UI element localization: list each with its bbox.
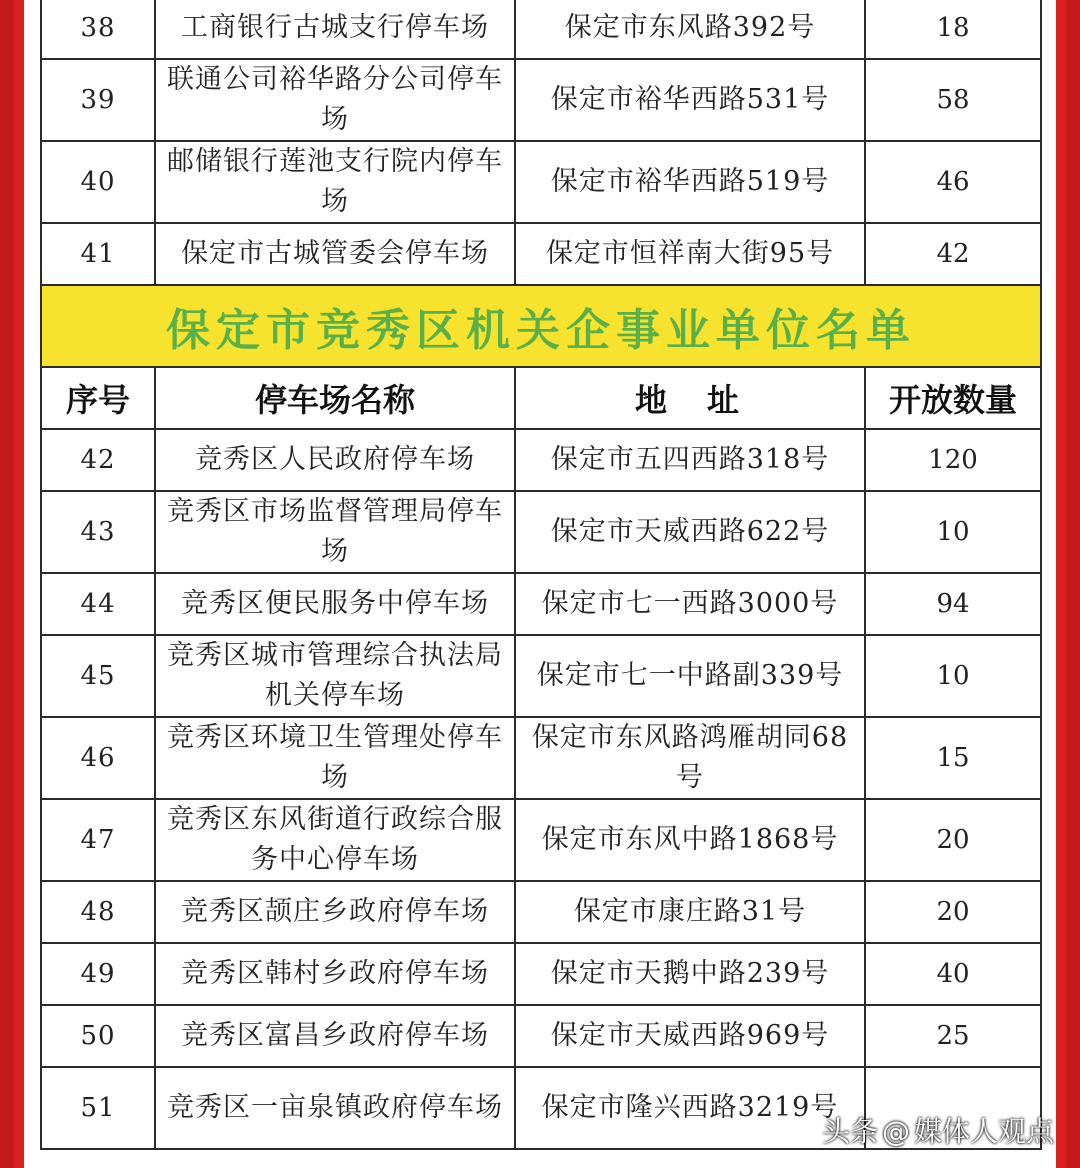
parking-address: 保定市裕华西路519号 — [515, 141, 865, 223]
row-number: 41 — [41, 223, 155, 285]
row-number: 46 — [41, 717, 155, 799]
parking-address: 保定市恒祥南大街95号 — [515, 223, 865, 285]
table-row — [41, 635, 1041, 717]
parking-name: 竞秀区人民政府停车场 — [155, 429, 515, 491]
table-row — [41, 491, 1041, 573]
open-count: 20 — [865, 881, 1041, 943]
open-count: 40 — [865, 943, 1041, 1005]
row-number: 40 — [41, 141, 155, 223]
parking-address: 保定市天威西路969号 — [515, 1005, 865, 1067]
row-number: 48 — [41, 881, 155, 943]
parking-address: 保定市裕华西路531号 — [515, 59, 865, 141]
right-red-border — [1066, 0, 1080, 1168]
parking-address: 保定市天鹅中路239号 — [515, 943, 865, 1005]
parking-name: 竞秀区便民服务中停车场 — [155, 573, 515, 635]
row-number: 38 — [41, 0, 155, 59]
parking-name: 竞秀区韩村乡政府停车场 — [155, 943, 515, 1005]
header-address: 地址 — [515, 367, 865, 429]
parking-lot-table — [40, 0, 1042, 1150]
parking-address: 保定市东风路392号 — [515, 0, 865, 59]
row-number: 51 — [41, 1067, 155, 1149]
open-count: 42 — [865, 223, 1041, 285]
table-row — [41, 573, 1041, 635]
row-number: 49 — [41, 943, 155, 1005]
watermark-at: @ — [881, 1115, 910, 1148]
row-number: 45 — [41, 635, 155, 717]
open-count: 58 — [865, 59, 1041, 141]
table-row — [41, 717, 1041, 799]
table-row — [41, 799, 1041, 881]
open-count: 25 — [865, 1005, 1041, 1067]
table-header — [41, 367, 1041, 429]
row-number: 44 — [41, 573, 155, 635]
parking-name: 竞秀区市场监督管理局停车场 — [155, 491, 515, 573]
table-row — [41, 881, 1041, 943]
table-row — [41, 0, 1041, 59]
row-number: 43 — [41, 491, 155, 573]
row-number: 50 — [41, 1005, 155, 1067]
row-number: 42 — [41, 429, 155, 491]
parking-address: 保定市隆兴西路3219号 — [515, 1067, 865, 1149]
table-row — [41, 223, 1041, 285]
parking-name: 竞秀区环境卫生管理处停车场 — [155, 717, 515, 799]
watermark-prefix: 头条 — [821, 1115, 878, 1148]
table-row — [41, 59, 1041, 141]
open-count: 10 — [865, 635, 1041, 717]
parking-name: 工商银行古城支行停车场 — [155, 0, 515, 59]
parking-name: 竞秀区一亩泉镇政府停车场 — [155, 1067, 515, 1149]
parking-address: 保定市天威西路622号 — [515, 491, 865, 573]
parking-address: 保定市东风路鸿雁胡同68号 — [515, 717, 865, 799]
header-number: 序号 — [41, 367, 155, 429]
parking-address: 保定市东风中路1868号 — [515, 799, 865, 881]
open-count: 46 — [865, 141, 1041, 223]
parking-name: 竞秀区颉庄乡政府停车场 — [155, 881, 515, 943]
table-row — [41, 1005, 1041, 1067]
parking-name: 竞秀区城市管理综合执法局机关停车场 — [155, 635, 515, 717]
parking-name: 保定市古城管委会停车场 — [155, 223, 515, 285]
parking-name: 竞秀区富昌乡政府停车场 — [155, 1005, 515, 1067]
parking-name: 联通公司裕华路分公司停车场 — [155, 59, 515, 141]
parking-name: 竞秀区东风街道行政综合服务中心停车场 — [155, 799, 515, 881]
open-count: 20 — [865, 799, 1041, 881]
section-title: 保定市竞秀区机关企事业单位名单 — [41, 285, 1041, 367]
parking-address: 保定市七一中路副339号 — [515, 635, 865, 717]
open-count: 94 — [865, 573, 1041, 635]
parking-name: 邮储银行莲池支行院内停车场 — [155, 141, 515, 223]
section-banner — [41, 285, 1041, 367]
open-count: 15 — [865, 717, 1041, 799]
left-red-border — [0, 0, 14, 1168]
parking-address: 保定市七一西路3000号 — [515, 573, 865, 635]
source-watermark — [822, 1110, 1054, 1150]
header-name: 停车场名称 — [155, 367, 515, 429]
open-count: 120 — [865, 429, 1041, 491]
parking-address: 保定市五四西路318号 — [515, 429, 865, 491]
open-count: 18 — [865, 0, 1041, 59]
row-number: 39 — [41, 59, 155, 141]
table-row — [41, 141, 1041, 223]
row-number: 47 — [41, 799, 155, 881]
watermark-account: 媒体人观点 — [913, 1115, 1054, 1148]
parking-address: 保定市康庄路31号 — [515, 881, 865, 943]
header-count: 开放数量 — [865, 367, 1041, 429]
document-sheet — [24, 0, 1056, 1168]
open-count: 10 — [865, 491, 1041, 573]
table-row — [41, 943, 1041, 1005]
table-row — [41, 429, 1041, 491]
